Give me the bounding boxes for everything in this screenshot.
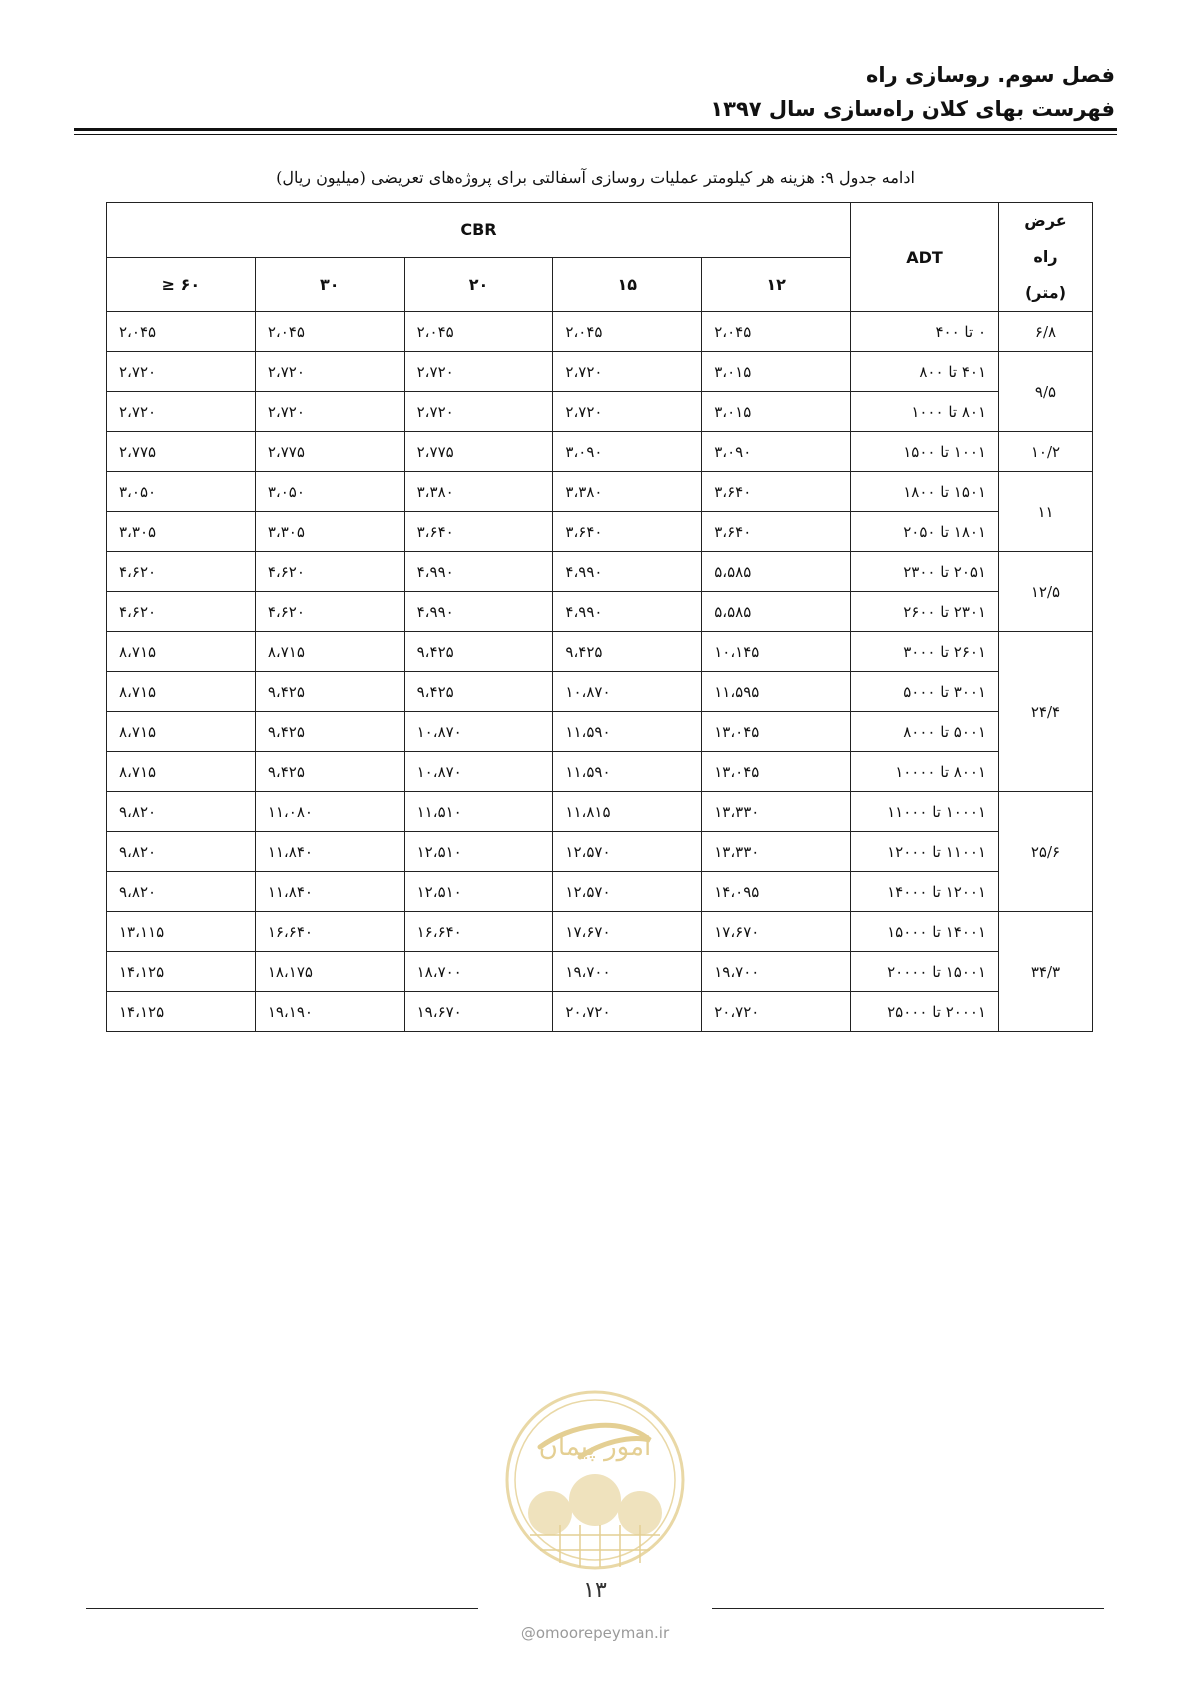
cost-value-cell: ۱۱،۵۱۰ (404, 792, 553, 832)
cost-value-cell: ۱۹،۷۰۰ (702, 952, 851, 992)
cost-value-cell: ۱۲،۵۱۰ (404, 872, 553, 912)
cost-value-cell: ۱۴،۱۲۵ (107, 952, 256, 992)
table-row (107, 792, 1093, 832)
cost-value-cell: ۴،۶۲۰ (255, 552, 404, 592)
cost-value-cell: ۸،۷۱۵ (107, 752, 256, 792)
table-row (107, 752, 1093, 792)
adt-range-cell: ۱۴۰۰۱ تا ۱۵۰۰۰ (851, 912, 999, 952)
cost-value-cell: ۱۸،۱۷۵ (255, 952, 404, 992)
adt-range-cell: ۵۰۰۱ تا ۸۰۰۰ (851, 712, 999, 752)
cost-value-cell: ۵،۵۸۵ (702, 592, 851, 632)
cost-value-cell: ۸،۷۱۵ (107, 632, 256, 672)
cost-value-cell: ۳،۰۱۵ (702, 392, 851, 432)
cost-value-cell: ۱۹،۶۷۰ (404, 992, 553, 1032)
adt-range-cell: ۱۰۰۱ تا ۱۵۰۰ (851, 432, 999, 472)
cost-value-cell: ۹،۴۲۵ (255, 712, 404, 752)
cost-value-cell: ۳،۰۱۵ (702, 352, 851, 392)
cost-value-cell: ۳،۶۴۰ (702, 512, 851, 552)
cost-value-cell: ۲۰،۷۲۰ (553, 992, 702, 1032)
cost-value-cell: ۲،۷۷۵ (404, 432, 553, 472)
book-title: فهرست بهای کلان راه‌سازی سال ۱۳۹۷ (710, 97, 1115, 121)
cost-value-cell: ۱۱،۸۴۰ (255, 872, 404, 912)
road-width-cell: ۳۴/۳ (999, 912, 1093, 1032)
cost-value-cell: ۹،۴۲۵ (553, 632, 702, 672)
cbr-column-header: CBR (107, 203, 851, 258)
table-row (107, 632, 1093, 672)
table-row (107, 552, 1093, 592)
table-row (107, 992, 1093, 1032)
footer-rule-left (86, 1608, 478, 1609)
cost-value-cell: ۳،۳۰۵ (255, 512, 404, 552)
cost-value-cell: ۱۱،۵۹۰ (553, 752, 702, 792)
table-row (107, 472, 1093, 512)
table-header-row (107, 203, 1093, 258)
cost-value-cell: ۴،۹۹۰ (553, 552, 702, 592)
adt-range-cell: ۱۵۰۰۱ تا ۲۰۰۰۰ (851, 952, 999, 992)
cost-value-cell: ۴،۹۹۰ (404, 552, 553, 592)
cost-value-cell: ۱۳،۱۱۵ (107, 912, 256, 952)
cost-value-cell: ۱۲،۵۱۰ (404, 832, 553, 872)
cost-value-cell: ۱۱،۵۹۰ (553, 712, 702, 752)
road-width-cell: ۲۴/۴ (999, 632, 1093, 792)
site-url[interactable]: @omoorepeyman.ir (520, 1624, 670, 1642)
adt-range-cell: ۱۸۰۱ تا ۲۰۵۰ (851, 512, 999, 552)
cost-value-cell: ۳،۳۸۰ (404, 472, 553, 512)
cost-value-cell: ۹،۴۲۵ (255, 752, 404, 792)
cost-value-cell: ۳،۰۹۰ (553, 432, 702, 472)
cost-value-cell: ۲،۰۴۵ (404, 312, 553, 352)
cost-value-cell: ۳،۳۸۰ (553, 472, 702, 512)
cost-value-cell: ۳،۶۴۰ (702, 472, 851, 512)
cost-value-cell: ۱۹،۱۹۰ (255, 992, 404, 1032)
table-body (107, 312, 1093, 1032)
table-caption: ادامه جدول ۹: هزینه هر کیلومتر عملیات روسازی آسفالتی برای پروژه‌های تعریضی (میلیون ریال) (276, 168, 915, 187)
adt-range-cell: ۰ تا ۴۰۰ (851, 312, 999, 352)
cbr-col-30: ۳۰ (255, 257, 404, 312)
table-row (107, 432, 1093, 472)
cost-value-cell: ۲،۷۲۰ (404, 392, 553, 432)
cost-value-cell: ۸،۷۱۵ (107, 712, 256, 752)
cost-value-cell: ۱۴،۱۲۵ (107, 992, 256, 1032)
adt-range-cell: ۴۰۱ تا ۸۰۰ (851, 352, 999, 392)
cost-value-cell: ۱۷،۶۷۰ (702, 912, 851, 952)
adt-range-cell: ۱۰۰۰۱ تا ۱۱۰۰۰ (851, 792, 999, 832)
adt-range-cell: ۸۰۰۱ تا ۱۰۰۰۰ (851, 752, 999, 792)
cost-value-cell: ۱۹،۷۰۰ (553, 952, 702, 992)
header-rule-thick (74, 128, 1117, 131)
table-row (107, 872, 1093, 912)
adt-range-cell: ۲۳۰۱ تا ۲۶۰۰ (851, 592, 999, 632)
footer-rule-right (712, 1608, 1104, 1609)
cost-value-cell: ۳،۶۴۰ (404, 512, 553, 552)
cost-value-cell: ۲،۰۴۵ (107, 312, 256, 352)
cost-value-cell: ۴،۶۲۰ (107, 552, 256, 592)
width-column-header: عرض راه (متر) (999, 203, 1093, 312)
cost-value-cell: ۱۶،۶۴۰ (404, 912, 553, 952)
cost-value-cell: ۹،۴۲۵ (404, 632, 553, 672)
cost-value-cell: ۱۷،۶۷۰ (553, 912, 702, 952)
cost-value-cell: ۱۳،۰۴۵ (702, 752, 851, 792)
road-width-cell: ۱۱ (999, 472, 1093, 552)
cost-value-cell: ۱۸،۷۰۰ (404, 952, 553, 992)
adt-range-cell: ۱۵۰۱ تا ۱۸۰۰ (851, 472, 999, 512)
adt-range-cell: ۳۰۰۱ تا ۵۰۰۰ (851, 672, 999, 712)
cost-value-cell: ۴،۹۹۰ (404, 592, 553, 632)
cost-value-cell: ۹،۸۲۰ (107, 872, 256, 912)
cost-value-cell: ۲،۷۲۰ (107, 352, 256, 392)
table-row (107, 512, 1093, 552)
cost-value-cell: ۱۳،۳۳۰ (702, 832, 851, 872)
cost-value-cell: ۲،۰۴۵ (255, 312, 404, 352)
table-row (107, 912, 1093, 952)
cost-value-cell: ۱۱،۰۸۰ (255, 792, 404, 832)
cbr-col-15: ۱۵ (553, 257, 702, 312)
cbr-col-20: ۲۰ (404, 257, 553, 312)
cost-value-cell: ۱۱،۸۱۵ (553, 792, 702, 832)
table-row (107, 352, 1093, 392)
cost-value-cell: ۳،۳۰۵ (107, 512, 256, 552)
table-row (107, 832, 1093, 872)
page-number: ۱۳ (583, 1578, 607, 1603)
table-row (107, 672, 1093, 712)
cost-value-cell: ۲۰،۷۲۰ (702, 992, 851, 1032)
cost-value-cell: ۲،۷۲۰ (553, 352, 702, 392)
adt-range-cell: ۲۰۰۰۱ تا ۲۵۰۰۰ (851, 992, 999, 1032)
cost-value-cell: ۱۲،۵۷۰ (553, 872, 702, 912)
cost-value-cell: ۱۰،۱۴۵ (702, 632, 851, 672)
road-width-cell: ۱۲/۵ (999, 552, 1093, 632)
cost-value-cell: ۱۴،۰۹۵ (702, 872, 851, 912)
watermark-text: امور پیمان (538, 1432, 652, 1462)
watermark-logo (500, 1385, 690, 1575)
cost-value-cell: ۱۲،۵۷۰ (553, 832, 702, 872)
cost-value-cell: ۱۳،۳۳۰ (702, 792, 851, 832)
adt-range-cell: ۲۶۰۱ تا ۳۰۰۰ (851, 632, 999, 672)
table-row (107, 392, 1093, 432)
cost-value-cell: ۴،۹۹۰ (553, 592, 702, 632)
cost-value-cell: ۴،۶۲۰ (107, 592, 256, 632)
cost-value-cell: ۲،۷۲۰ (107, 392, 256, 432)
adt-range-cell: ۲۰۵۱ تا ۲۳۰۰ (851, 552, 999, 592)
adt-column-header: ADT (851, 203, 999, 312)
page-header (76, 58, 1115, 126)
cost-value-cell: ۹،۸۲۰ (107, 832, 256, 872)
cost-value-cell: ۲،۷۲۰ (404, 352, 553, 392)
road-width-cell: ۲۵/۶ (999, 792, 1093, 912)
table-row (107, 952, 1093, 992)
table-row (107, 592, 1093, 632)
cbr-col-12: ۱۲ (702, 257, 851, 312)
adt-range-cell: ۱۲۰۰۱ تا ۱۴۰۰۰ (851, 872, 999, 912)
cost-value-cell: ۱۶،۶۴۰ (255, 912, 404, 952)
cost-value-cell: ۵،۵۸۵ (702, 552, 851, 592)
cost-value-cell: ۱۰،۸۷۰ (553, 672, 702, 712)
cost-value-cell: ۳،۶۴۰ (553, 512, 702, 552)
road-width-cell: ۱۰/۲ (999, 432, 1093, 472)
chapter-title: فصل سوم. روسازی راه (865, 63, 1115, 87)
cost-value-cell: ۲،۰۴۵ (553, 312, 702, 352)
cost-value-cell: ۹،۴۲۵ (404, 672, 553, 712)
cost-table (106, 202, 1093, 1032)
cost-value-cell: ۱۰،۸۷۰ (404, 752, 553, 792)
cost-value-cell: ۱۱،۵۹۵ (702, 672, 851, 712)
table-row (107, 312, 1093, 352)
header-rule-thin (74, 134, 1117, 135)
road-width-cell: ۶/۸ (999, 312, 1093, 352)
cost-value-cell: ۲،۷۷۵ (255, 432, 404, 472)
cost-value-cell: ۳،۰۹۰ (702, 432, 851, 472)
table-row (107, 712, 1093, 752)
adt-range-cell: ۸۰۱ تا ۱۰۰۰ (851, 392, 999, 432)
cost-value-cell: ۱۱،۸۴۰ (255, 832, 404, 872)
cost-value-cell: ۳،۰۵۰ (255, 472, 404, 512)
cost-value-cell: ۲،۷۲۰ (255, 392, 404, 432)
adt-range-cell: ۱۱۰۰۱ تا ۱۲۰۰۰ (851, 832, 999, 872)
cost-value-cell: ۳،۰۵۰ (107, 472, 256, 512)
cost-value-cell: ۲،۷۷۵ (107, 432, 256, 472)
cost-value-cell: ۱۰،۸۷۰ (404, 712, 553, 752)
cost-value-cell: ۹،۴۲۵ (255, 672, 404, 712)
road-width-cell: ۹/۵ (999, 352, 1093, 432)
cost-value-cell: ۹،۸۲۰ (107, 792, 256, 832)
cost-value-cell: ۴،۶۲۰ (255, 592, 404, 632)
cost-value-cell: ۲،۷۲۰ (553, 392, 702, 432)
cost-value-cell: ۲،۷۲۰ (255, 352, 404, 392)
cost-value-cell: ۲،۰۴۵ (702, 312, 851, 352)
cost-value-cell: ۱۳،۰۴۵ (702, 712, 851, 752)
cost-value-cell: ۸،۷۱۵ (107, 672, 256, 712)
cbr-col-60-plus: ۶۰ ≤ (107, 257, 256, 312)
cost-value-cell: ۸،۷۱۵ (255, 632, 404, 672)
